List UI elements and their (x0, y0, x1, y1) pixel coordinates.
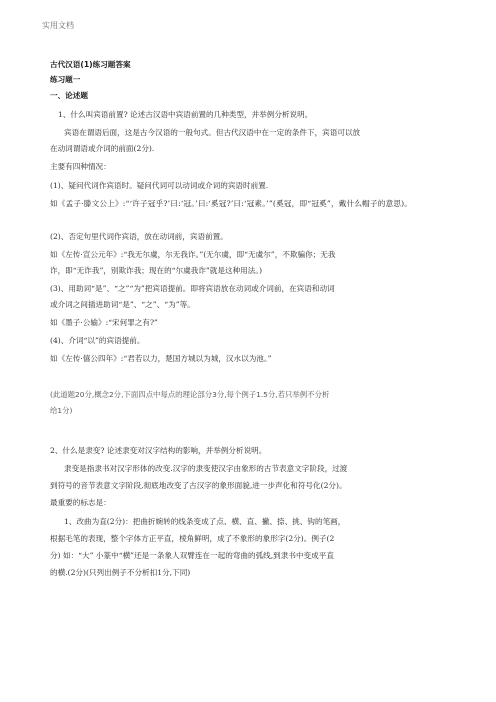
type-1: (1)、疑问代词作宾语时。疑问代词可以动词或介词的宾语时前置. (50, 181, 269, 190)
paragraph-line: 最重要的标志是： (50, 498, 111, 507)
item-1: 分) 如：“大” 小篆中“横”还是一条象人双臂连在一起的弯曲的弧线,到隶书中变成平直 (50, 551, 334, 560)
score-note: 给1分) (50, 406, 73, 415)
type-3-example: 如《墨子·公输》:“宋何罪之有?” (50, 318, 158, 327)
type-2-example: 诈，即“无诈我”，别欺诈我；现在的“尔虞我诈”就是这种用法。) (50, 266, 263, 275)
type-3: (3)、用助词“是”、“之”“为”把宾语提前。即将宾语放在动词或介词前，在宾语和动词 (50, 284, 335, 293)
item-1: 根据毛笔的表现，整个字体方正平直，棱角鲜明，成了不象形的象形字(2分)。例子(2 (50, 534, 335, 543)
type-4: (4)、介词“以”的宾语提前。 (50, 336, 145, 345)
type-1-example: 如《孟子·滕文公上》:“‘许子冠乎?’曰:‘冠。’曰:‘奚冠?’曰:‘冠素。’”(奚冠，即“冠奚”，戴什么帽子的意思)。 (50, 199, 413, 208)
type-2-example: 如《左传·宣公元年》:“我无尔虞，尔无我诈。”(无尔虞，即“无虞尔”，不欺骗你；无我 (50, 250, 336, 259)
score-note: (此道题20分,概念2分,下面四点中每点的理论部分3分,每个例子1.5分,若只举例不分析 (50, 390, 330, 399)
type-4-example: 如《左传·僖公四年》:“君若以力，楚国方城以为城，汉水以为池。” (50, 354, 272, 363)
item-1: 1、改曲为直(2分)：把曲折婉转的线条变成了点、横、直、撇、捺、挑、钩的笔画， (64, 517, 346, 526)
question-2: 2、什么是隶变? 论述隶变对汉字结构的影响，并举例分析说明。 (50, 446, 267, 455)
type-2: (2)、否定句里代词作宾语，放在动词前，宾语前置。 (50, 232, 228, 241)
paragraph-line: 隶变是指隶书对汉字形体的改变.汉字的隶变使汉字由象形的古节表意文字阶段，过渡 (64, 464, 348, 473)
doc-title: 古代汉语(1)练习题答案 (50, 60, 131, 69)
paragraph-line: 到符号的音节表意文字阶段,彻底地改变了古汉字的象形面貌,进一步声化和符号化(2分)。 (50, 481, 347, 490)
paragraph-line: 宾语在谓语后面，这是古今汉语的一般句式。但古代汉语中在一定的条件下，宾语可以放 (64, 128, 361, 137)
section-heading: 一、论述题 (50, 91, 88, 100)
paragraph-line: 在动词谓语或介词的前面(2分). (50, 144, 155, 153)
type-3: 或介词之间插进助词“是”、“之”、“为”等。 (50, 300, 195, 309)
item-1: 的横.(2分)(只列出例子不分析扣1分,下同) (50, 568, 191, 577)
exercise-heading: 练习题一 (50, 75, 81, 84)
question-1: 1、什么叫宾语前置? 论述古汉语中宾语前置的几种类型，并举例分析说明。 (58, 110, 313, 119)
paragraph-line: 主要有四种情况： (50, 162, 111, 171)
page-header: 实用文档 (42, 21, 74, 30)
